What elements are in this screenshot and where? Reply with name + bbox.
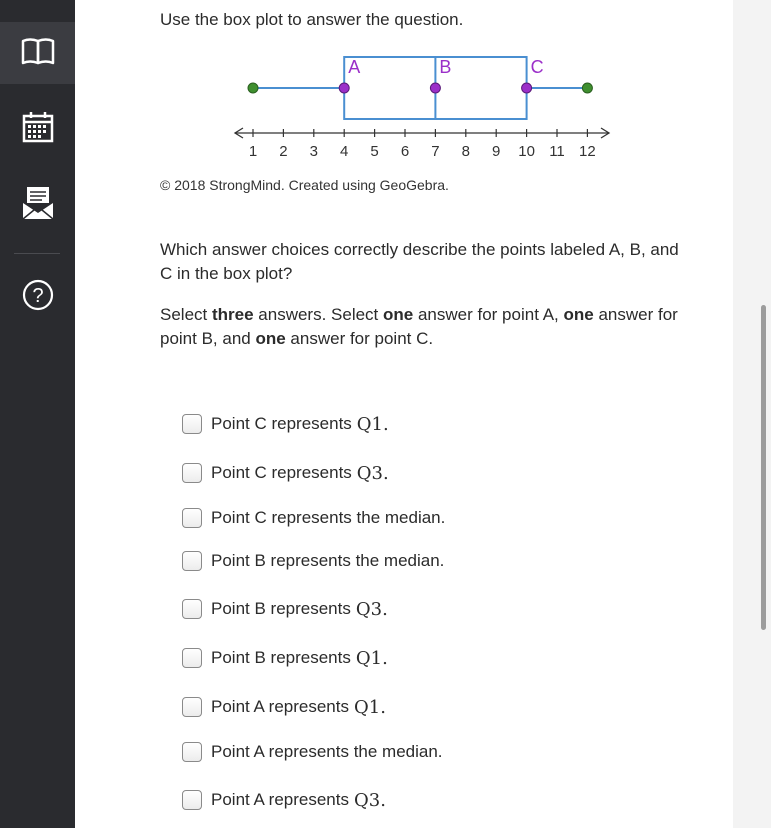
inbox-icon (21, 185, 55, 226)
answer-option-label: Point C represents (211, 414, 352, 433)
answer-option-label: Point C represents (211, 463, 352, 482)
answer-option-label: Point B represents (211, 648, 351, 667)
axis-tick-label: 10 (518, 143, 535, 160)
instruction-emphasis: three (211, 305, 254, 324)
answer-option-label: Point A represents the median. (211, 742, 443, 761)
axis-tick-label: 2 (279, 143, 288, 160)
answer-checkbox[interactable] (182, 599, 202, 619)
answer-checkbox[interactable] (182, 463, 202, 483)
point-b (430, 83, 440, 93)
axis-tick-label: 1 (248, 143, 258, 160)
answer-option-math: Q3. (353, 789, 386, 811)
answer-option-math: Q1. (356, 413, 389, 435)
instruction-text: answers. Select (253, 305, 384, 324)
instruction-emphasis: one (255, 329, 286, 348)
instruction-emphasis: one (563, 305, 594, 324)
sidebar-item-inbox[interactable] (0, 174, 75, 236)
question-instruction (160, 303, 680, 351)
answer-option-math: Q1. (353, 696, 386, 718)
answer-option[interactable] (182, 460, 389, 486)
min-point (248, 83, 258, 93)
answer-option[interactable] (182, 645, 388, 671)
answer-option-label: Point B represents the median. (211, 551, 445, 570)
answer-option-label: Point A represents (211, 697, 349, 716)
answer-option[interactable] (182, 694, 386, 720)
answer-option-label: Point C represents the median. (211, 508, 446, 527)
instruction-emphasis: one (383, 305, 414, 324)
answer-option-label: Point B represents (211, 599, 351, 618)
instruction-text: answer for point B, and (160, 305, 678, 348)
box-plot (225, 50, 615, 170)
question-prompt: Use the box plot to answer the question. (160, 10, 464, 29)
answer-checkbox[interactable] (182, 648, 202, 668)
axis-tick-label: 6 (400, 143, 410, 160)
answer-option[interactable] (182, 596, 388, 622)
axis-tick-label: 8 (461, 143, 470, 160)
answer-option-math: Q1. (355, 647, 388, 669)
point-c (522, 83, 532, 93)
answer-option[interactable] (182, 411, 389, 437)
point-label-c: C (530, 57, 544, 77)
axis-tick-label: 3 (309, 143, 318, 160)
image-credit: © 2018 StrongMind. Created using GeoGebra. (160, 177, 449, 193)
instruction-text: answer for point C. (285, 329, 434, 348)
answer-checkbox[interactable] (182, 697, 202, 717)
point-label-b: B (439, 57, 452, 77)
answer-option-math: Q3. (356, 462, 389, 484)
instruction-text: Select (160, 305, 212, 324)
answer-checkbox[interactable] (182, 551, 202, 571)
answer-checkbox[interactable] (182, 508, 202, 528)
svg-text:?: ? (31, 284, 44, 307)
answer-option[interactable] (182, 505, 450, 531)
sidebar (0, 0, 75, 828)
instruction-text: answer for point A, (413, 305, 564, 324)
point-label-a: A (348, 57, 361, 77)
sidebar-item-help[interactable] (0, 266, 75, 328)
axis-tick-label: 7 (431, 143, 440, 160)
answer-option-label: Point A represents (211, 790, 349, 809)
answer-option-math: Q3. (355, 598, 388, 620)
question-text: Which answer choices correctly describe the points labeled A, B, and C in the box plot? (160, 240, 679, 283)
answer-checkbox[interactable] (182, 790, 202, 810)
answer-option[interactable] (182, 739, 448, 765)
answer-checkbox[interactable] (182, 414, 202, 434)
axis-tick-label: 9 (492, 143, 501, 160)
box-plot-svg (225, 50, 615, 165)
axis-tick-label: 11 (549, 143, 565, 160)
max-point (582, 83, 592, 93)
answer-option[interactable] (182, 548, 449, 574)
axis-tick-label: 5 (370, 143, 379, 160)
answer-checkbox[interactable] (182, 742, 202, 762)
axis-tick-label: 12 (579, 143, 596, 160)
book-icon (21, 36, 55, 71)
axis-tick-label: 4 (340, 143, 349, 160)
point-a (339, 83, 349, 93)
sidebar-item-calendar[interactable] (0, 98, 75, 160)
sidebar-divider (14, 253, 60, 254)
scrollbar-thumb[interactable] (761, 305, 766, 630)
sidebar-item-book[interactable] (0, 22, 75, 84)
answer-option[interactable] (182, 787, 386, 813)
help-icon (22, 279, 54, 316)
calendar-icon (22, 111, 54, 148)
